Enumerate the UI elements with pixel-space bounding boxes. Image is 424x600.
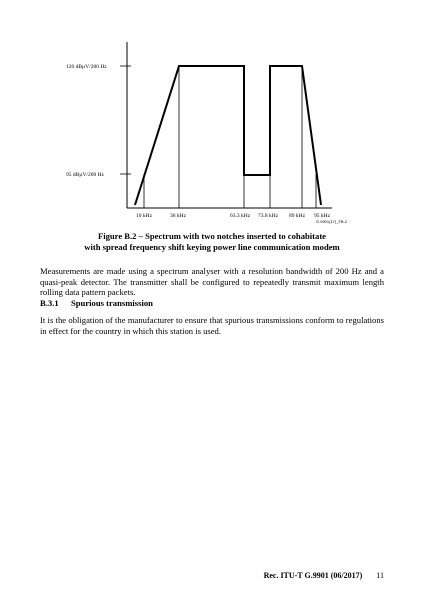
- caption-line-2: with spread frequency shift keying power line communication modem: [84, 242, 340, 252]
- spectrum-mask-line: [135, 66, 321, 205]
- caption-line-1: Figure B.2 – Spectrum with two notches inserted to cohabitate: [97, 231, 327, 241]
- x-label-73khz: 73.8 kHz: [258, 213, 279, 219]
- spectrum-mask-figure: [0, 0, 424, 230]
- x-label-63khz: 63.3 kHz: [230, 213, 251, 219]
- section-number: B.3.1: [40, 298, 59, 308]
- y-label-120: 120 dBµV/200 Hz: [66, 64, 107, 70]
- x-label-89khz: 89 kHz: [289, 213, 306, 219]
- paragraph-measurement: Measurements are made using a spectrum analyser with a resolution bandwidth of 200 Hz and a quasi-peak detector. The transmitter shall be configured to repeatedly transmit maximum length rolling data pattern packets.: [40, 266, 384, 298]
- section-title: Spurious transmission: [71, 298, 153, 308]
- figure-caption: [40, 231, 384, 253]
- x-label-10khz: 10 kHz: [136, 213, 153, 219]
- figure-ref-code: G.9901(17)_FB-2: [316, 219, 348, 224]
- paragraph-spurious: It is the obligation of the manufacturer to ensure that spurious transmissions conform to regulations in effect for the country in which this station is used.: [40, 315, 384, 336]
- x-label-36khz: 36 kHz: [170, 213, 187, 219]
- section-heading: [40, 298, 153, 308]
- y-label-95: 95 dBµV/200 Hz: [66, 172, 105, 178]
- footer-rec: Rec. ITU-T G.9901 (06/2017): [263, 571, 363, 580]
- page-footer: [264, 571, 384, 580]
- x-label-95khz: 95 kHz: [314, 213, 331, 219]
- page-number: 11: [376, 571, 384, 580]
